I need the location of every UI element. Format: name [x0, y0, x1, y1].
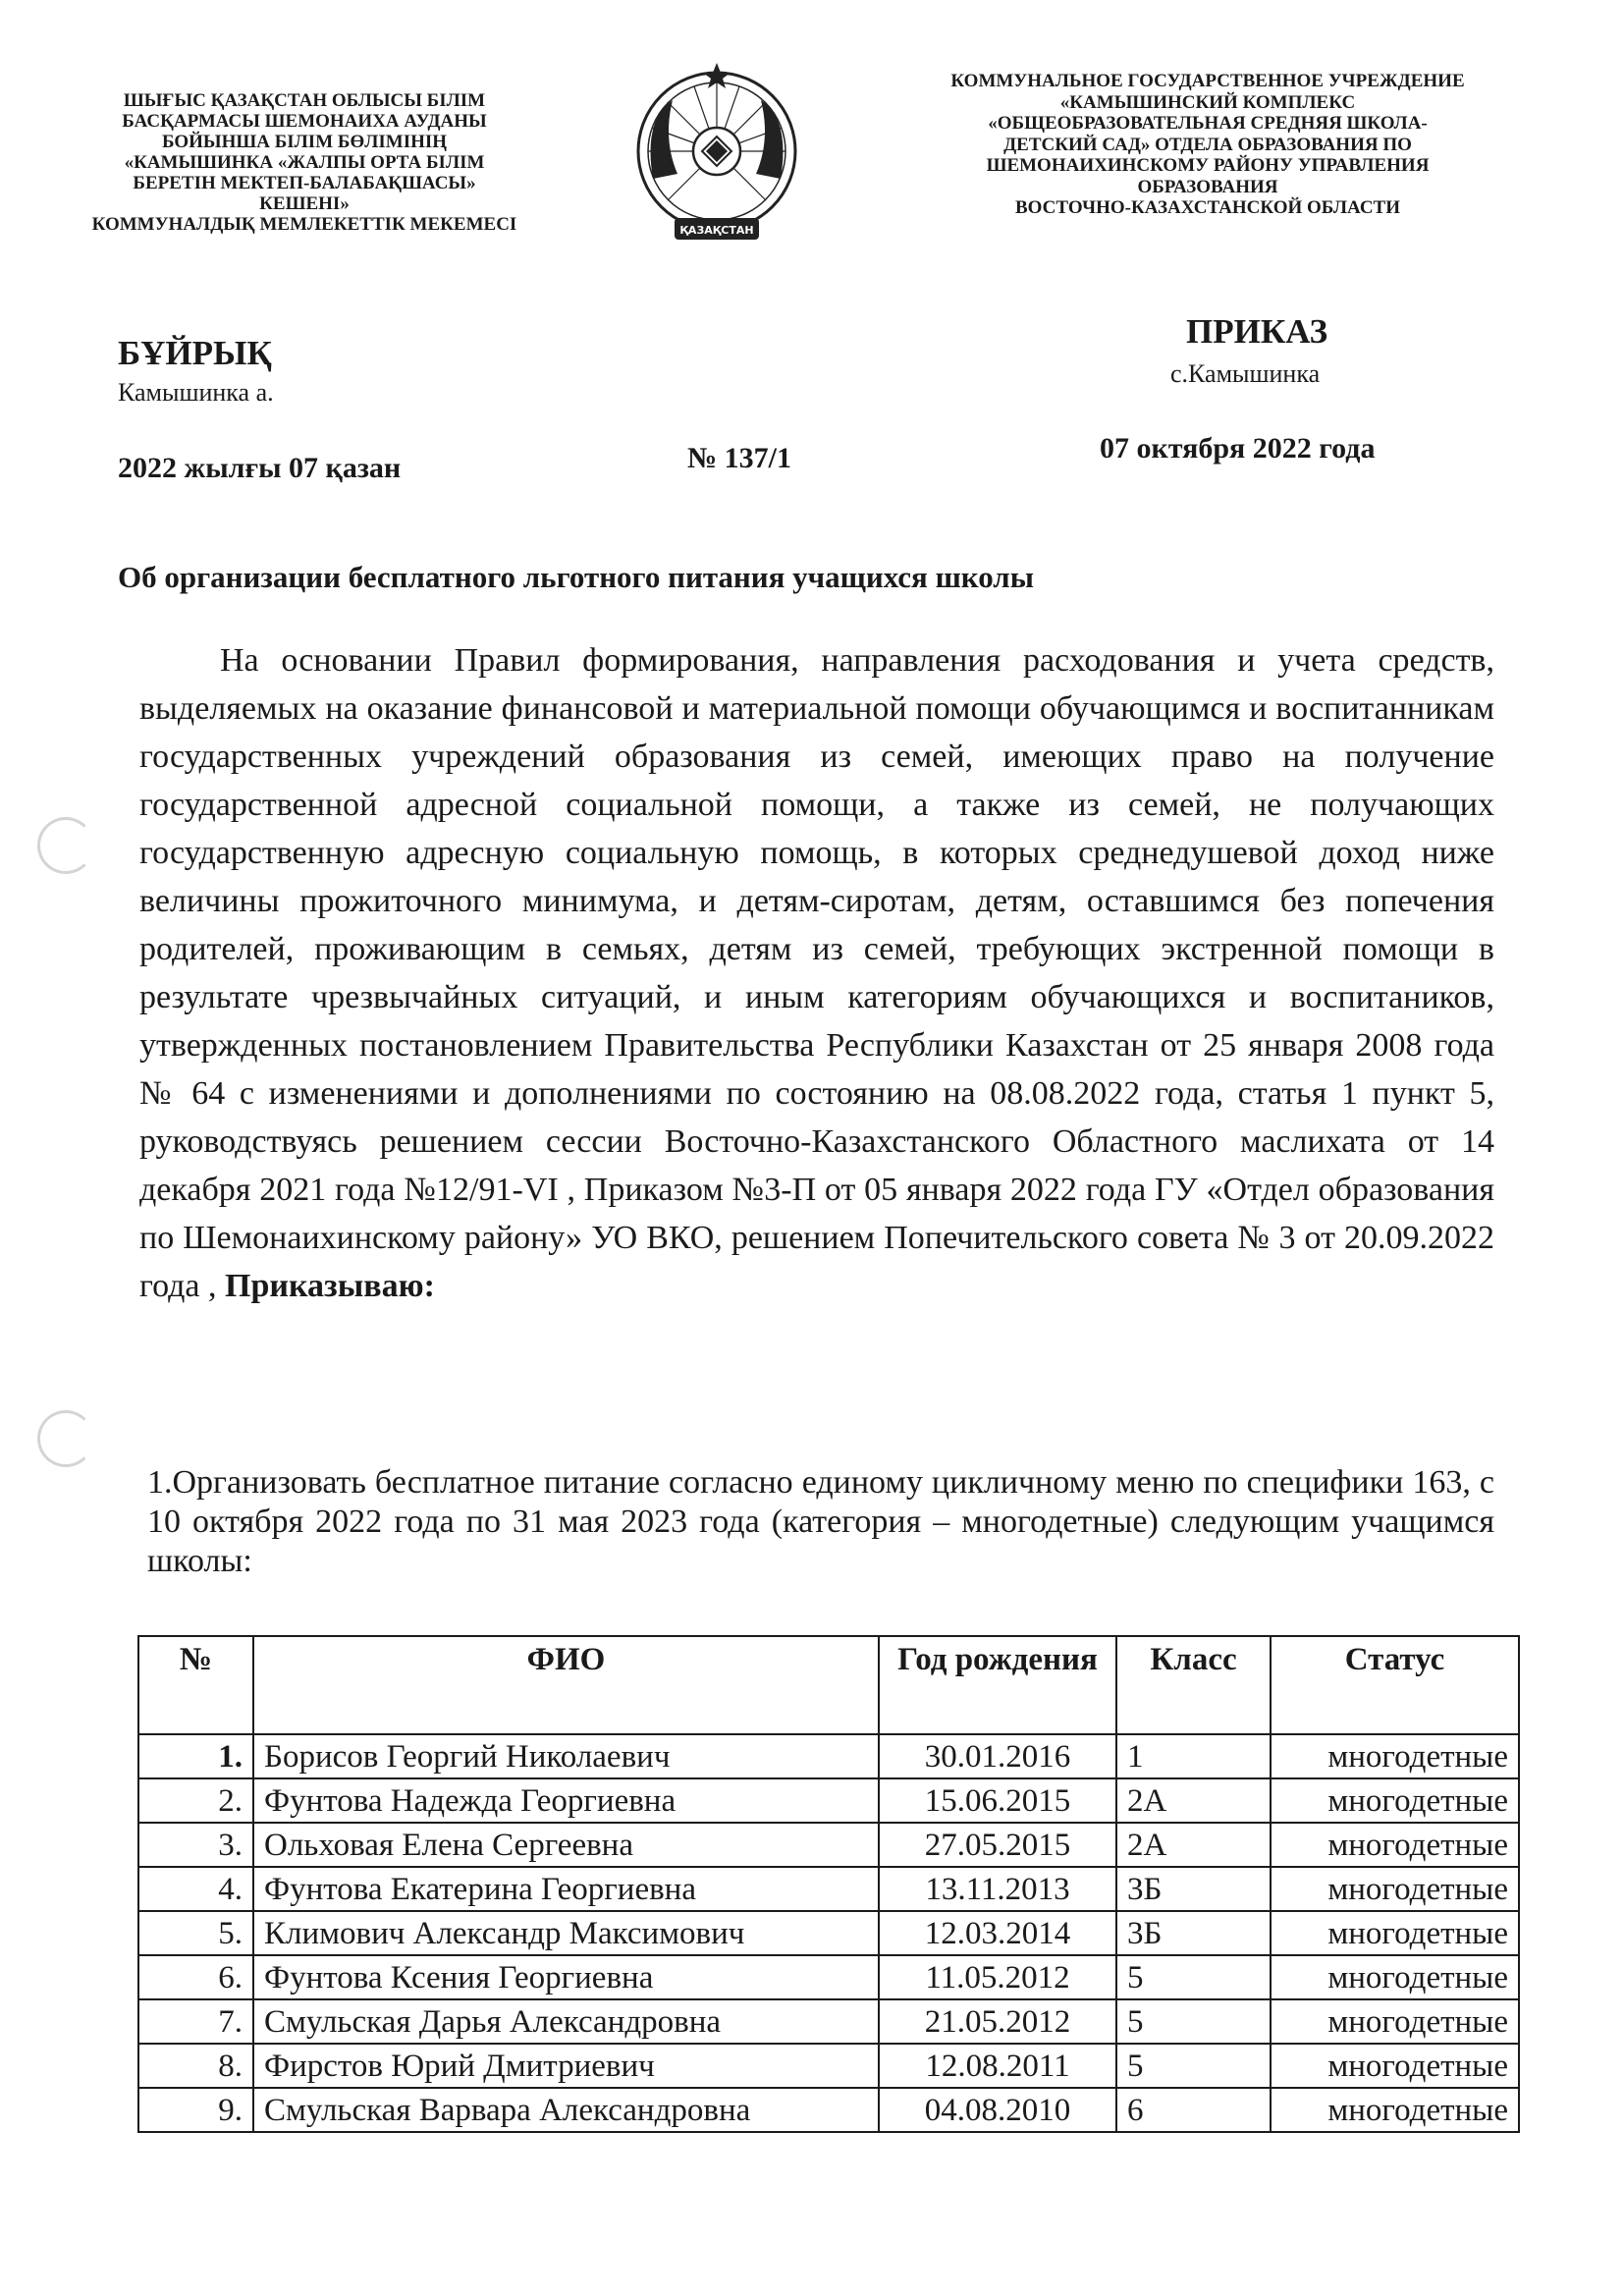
doc-title-ru: ПРИКАЗ: [1186, 312, 1328, 351]
header-kz-line: «КАМЫШИНКА «ЖАЛПЫ ОРТА БІЛІМ: [124, 152, 485, 173]
header-kz-org: [29, 90, 579, 235]
cell-birth: 30.01.2016: [879, 1734, 1116, 1778]
table-row: [138, 1823, 1519, 1867]
cell-num: 3.: [138, 1823, 253, 1867]
table-header-row: [138, 1636, 1519, 1734]
header-kz-line: БОЙЫНША БІЛІМ БӨЛІМІНІҢ: [161, 132, 448, 152]
doc-city-kz: Камышинка а.: [118, 378, 274, 407]
cell-class: 1: [1116, 1734, 1271, 1778]
cell-birth: 27.05.2015: [879, 1823, 1116, 1867]
header-kz-line: БАСҚАРМАСЫ ШЕМОНАИХА АУДАНЫ: [122, 111, 487, 132]
table-row: [138, 1911, 1519, 1955]
cell-class: 3Б: [1116, 1867, 1271, 1911]
cell-birth: 21.05.2012: [879, 1999, 1116, 2044]
doc-title-kz: БҰЙРЫҚ: [118, 334, 272, 372]
header-ru-line: «ОБЩЕОБРАЗОВАТЕЛЬНАЯ СРЕДНЯЯ ШКОЛА-: [988, 113, 1428, 134]
header-kz-line: КОММУНАЛДЫҚ МЕМЛЕКЕТТІК МЕКЕМЕСІ: [91, 214, 517, 235]
doc-subject: Об организации бесплатного льготного питания учащихся школы: [118, 560, 1034, 594]
header-kz-line: ШЫҒЫС ҚАЗАҚСТАН ОБЛЫСЫ БІЛІМ: [123, 90, 486, 111]
cell-birth: 15.06.2015: [879, 1778, 1116, 1823]
table-row: [138, 1955, 1519, 1999]
cell-class: 5: [1116, 1955, 1271, 1999]
doc-number: № 137/1: [687, 442, 791, 474]
cell-birth: 13.11.2013: [879, 1867, 1116, 1911]
header-ru-line: «КАМЫШИНСКИЙ КОМПЛЕКС: [1059, 91, 1356, 113]
cell-status: многодетные: [1271, 2044, 1519, 2088]
cell-status: многодетные: [1271, 1823, 1519, 1867]
header-ru-line: ШЕМОНАИХИНСКОМУ РАЙОНУ УПРАВЛЕНИЯ: [986, 155, 1430, 176]
cell-status: многодетные: [1271, 1778, 1519, 1823]
cell-status: многодетные: [1271, 1867, 1519, 1911]
cell-birth: 11.05.2012: [879, 1955, 1116, 1999]
cell-status: многодетные: [1271, 1734, 1519, 1778]
emblem-caption: ҚАЗАҚСТАН: [679, 224, 754, 237]
doc-date-kz: 2022 жылғы 07 қазан: [118, 452, 402, 484]
cell-fio: Смульская Варвара Александровна: [253, 2088, 879, 2132]
body-text: На основании Правил формирования, направления расходования и учета средств, выделяемых на оказание финансовой и материальной помощи обучающимся и воспитанникам государственных учреждений образования из семей, имеющих право на получение государственной адресной социальной помощи, а также из семей, не получающих государственную адресную социальную помощь, в которых среднедушевой доход ниже величины прожиточного минимума, и детям-сиротам, детям, оставшимся без попечения родителей, проживающим в семьях, детям из семей, требующих экстренной помощи в результате чрезвычайных ситуаций, и иным категориям обучающихся и воспитаников, утвержденных постановлением Правительства Республики Казахстан от 25 января 2008 года № 64 с изменениями и дополнениями по состоянию на 08.08.2022 года, статья 1 пункт 5, руководствуясь решением сессии Восточно-Казахстанского Областного маслихата от 14 декабря 2021 года №12/91-VI , Приказом №3-П от 05 января 2022 года ГУ «Отдел образования по Шемонаихинскому району» УО ВКО, решением Попечительского совета № 3 от 20.09.2022 года ,: [139, 642, 1494, 1304]
header-kz-line: БЕРЕТІН МЕКТЕП-БАЛАБАҚШАСЫ»: [133, 173, 476, 193]
cell-birth: 12.03.2014: [879, 1911, 1116, 1955]
cell-fio: Борисов Георгий Николаевич: [253, 1734, 879, 1778]
cell-birth: 04.08.2010: [879, 2088, 1116, 2132]
cell-fio: Ольховая Елена Сергеевна: [253, 1823, 879, 1867]
cell-fio: Климович Александр Максимович: [253, 1911, 879, 1955]
table-row: [138, 1867, 1519, 1911]
col-header-num: №: [138, 1636, 253, 1734]
cell-class: 2А: [1116, 1778, 1271, 1823]
cell-class: 5: [1116, 1999, 1271, 2044]
cell-status: многодетные: [1271, 2088, 1519, 2132]
cell-fio: Фирстов Юрий Дмитриевич: [253, 2044, 879, 2088]
punch-hole-mark: [37, 817, 94, 874]
cell-num: 8.: [138, 2044, 253, 2088]
table-row: [138, 1734, 1519, 1778]
cell-fio: Фунтова Екатерина Георгиевна: [253, 1867, 879, 1911]
punch-hole-mark: [37, 1410, 94, 1467]
cell-num: 7.: [138, 1999, 253, 2044]
cell-status: многодетные: [1271, 1999, 1519, 2044]
header-ru-line: ДЕТСКИЙ САД» ОТДЕЛА ОБРАЗОВАНИЯ ПО: [1003, 134, 1412, 155]
cell-class: 6: [1116, 2088, 1271, 2132]
doc-city-ru: с.Камышинка: [1170, 359, 1321, 388]
cell-num: 2.: [138, 1778, 253, 1823]
header-ru-line: ВОСТОЧНО-КАЗАХСТАНСКОЙ ОБЛАСТИ: [1015, 197, 1400, 218]
order-word: Приказываю:: [225, 1268, 435, 1304]
table-row: [138, 2044, 1519, 2088]
cell-class: 5: [1116, 2044, 1271, 2088]
header-ru-org: [903, 71, 1512, 219]
cell-class: 2А: [1116, 1823, 1271, 1867]
col-header-birth: Год рождения: [879, 1636, 1116, 1734]
cell-birth: 12.08.2011: [879, 2044, 1116, 2088]
col-header-status: Статус: [1271, 1636, 1519, 1734]
cell-class: 3Б: [1116, 1911, 1271, 1955]
doc-date-ru: 07 октября 2022 года: [1100, 432, 1376, 465]
cell-num: 1.: [138, 1734, 253, 1778]
state-emblem-icon: [633, 61, 800, 257]
doc-body-paragraph: [139, 636, 1494, 1310]
order-item-1: 1.Организовать бесплатное питание согласно единому цикличному меню по специфики 163, с 10 октября 2022 года по 31 мая 2023 года (категория – многодетные) следующим учащимся школы:: [147, 1464, 1494, 1579]
cell-status: многодетные: [1271, 1911, 1519, 1955]
table-row: [138, 1999, 1519, 2044]
cell-num: 6.: [138, 1955, 253, 1999]
cell-num: 5.: [138, 1911, 253, 1955]
cell-fio: Смульская Дарья Александровна: [253, 1999, 879, 2044]
table-row: [138, 2088, 1519, 2132]
cell-fio: Фунтова Надежда Георгиевна: [253, 1778, 879, 1823]
cell-status: многодетные: [1271, 1955, 1519, 1999]
header-ru-line: ОБРАЗОВАНИЯ: [1137, 176, 1278, 197]
cell-num: 4.: [138, 1867, 253, 1911]
col-header-class: Класс: [1116, 1636, 1271, 1734]
students-table: [137, 1635, 1520, 2133]
header-kz-line: КЕШЕНІ»: [259, 193, 350, 214]
col-header-fio: ФИО: [253, 1636, 879, 1734]
header-ru-line: КОММУНАЛЬНОЕ ГОСУДАРСТВЕННОЕ УЧРЕЖДЕНИЕ: [950, 71, 1465, 91]
table-row: [138, 1778, 1519, 1823]
cell-fio: Фунтова Ксения Георгиевна: [253, 1955, 879, 1999]
cell-num: 9.: [138, 2088, 253, 2132]
